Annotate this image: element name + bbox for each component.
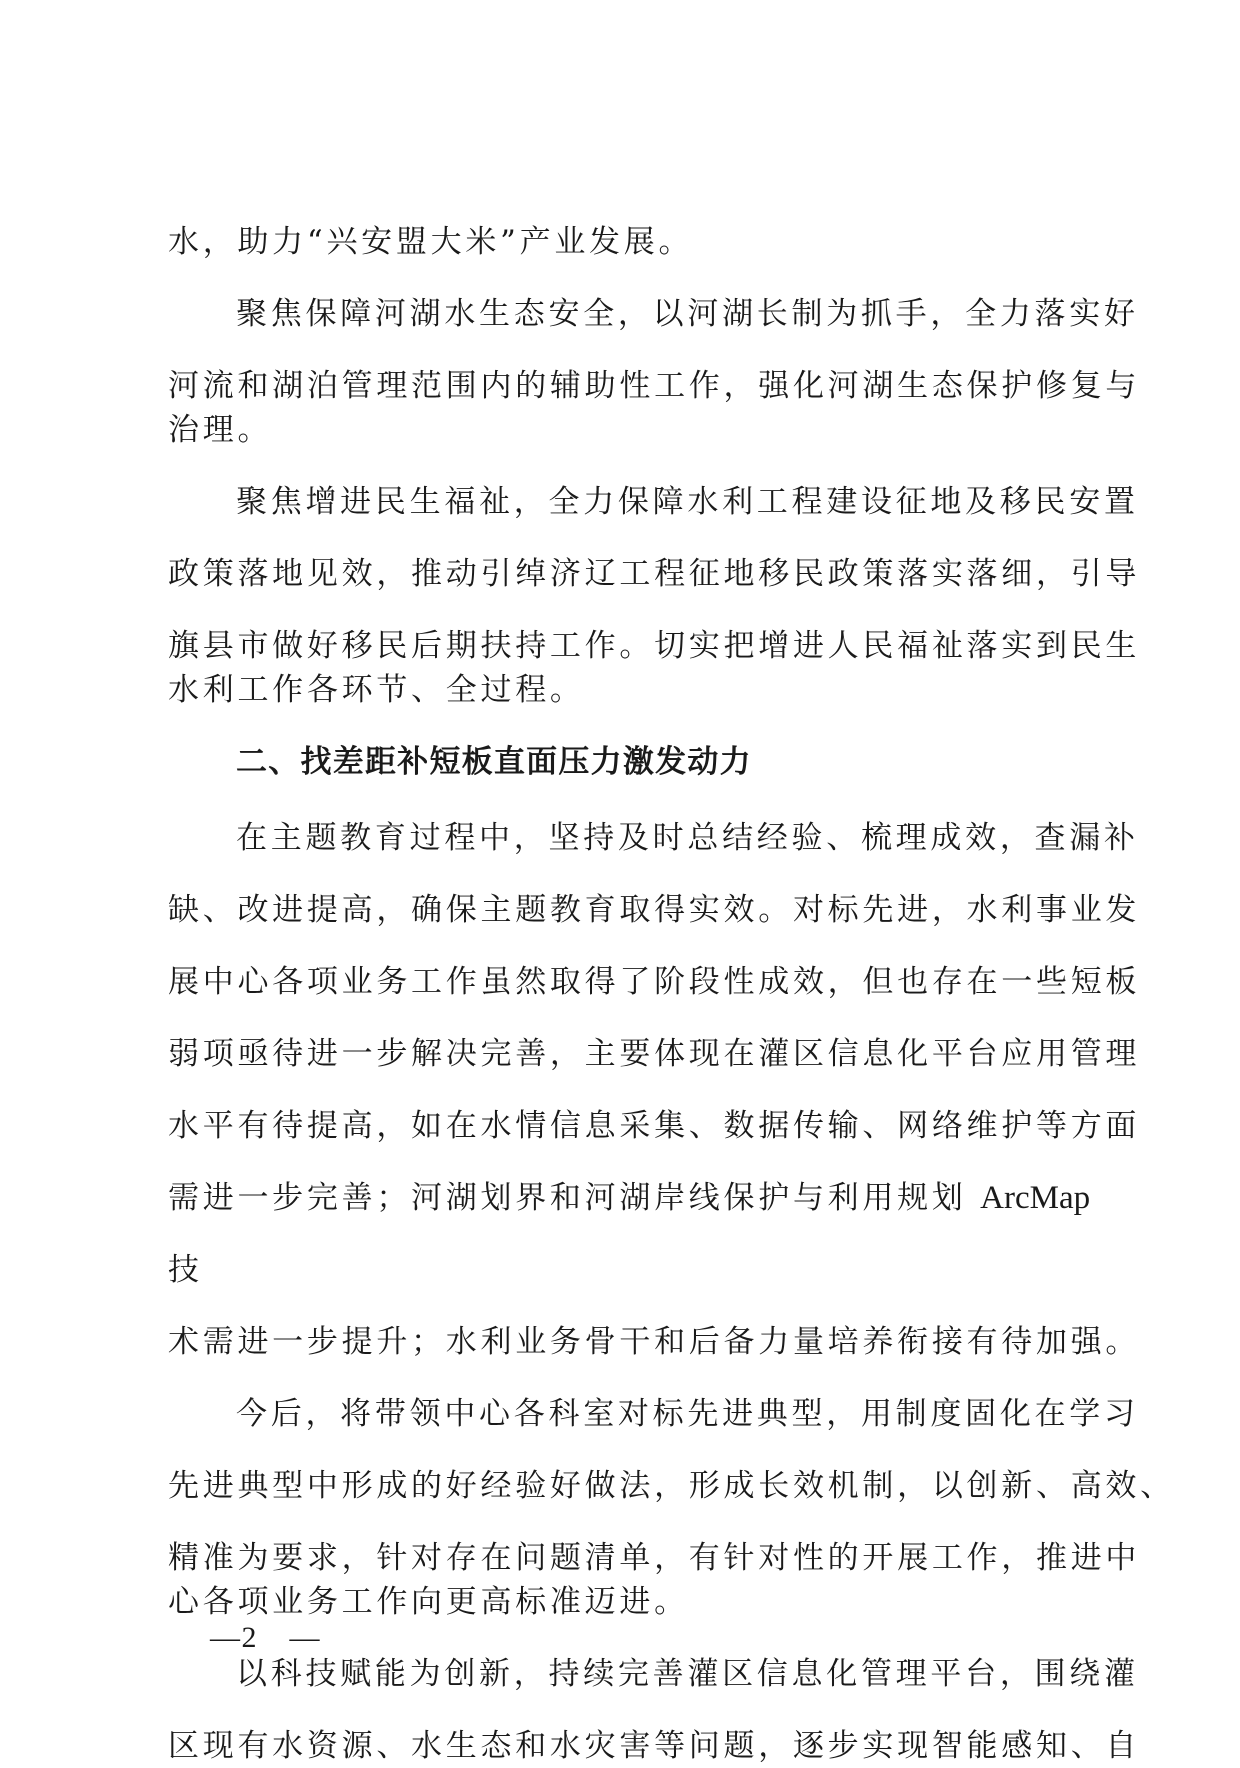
paragraph-line: 在主题教育过程中，坚持及时总结经验、梳理成效，查漏补 [236, 820, 1139, 856]
latin-term: ArcMap [980, 1180, 1091, 1216]
paragraph-line: 以科技赋能为创新，持续完善灌区信息化管理平台，围绕灌 [236, 1656, 1139, 1692]
paragraph-line: 弱项亟待进一步解决完善，主要体现在灌区信息化平台应用管理 [168, 1036, 1141, 1072]
paragraph-line: 治理。 [168, 412, 273, 448]
paragraph-line-with-term [168, 1176, 1091, 1220]
paragraph-line: 区现有水资源、水生态和水灾害等问题，逐步实现智能感知、自 [168, 1728, 1141, 1764]
paragraph-line: 技 [168, 1252, 203, 1288]
paragraph-line: 术需进一步提升；水利业务骨干和后备力量培养衔接有待加强。 [168, 1324, 1141, 1360]
paragraph-line: 聚焦保障河湖水生态安全，以河湖长制为抓手，全力落实好 [236, 296, 1139, 332]
paragraph-line: 先进典型中形成的好经验好做法，形成长效机制，以创新、高效、 [168, 1468, 1175, 1504]
paragraph-line: 水利工作各环节、全过程。 [168, 672, 585, 708]
paragraph-line: 缺、改进提高，确保主题教育取得实效。对标先进，水利事业发 [168, 892, 1141, 928]
paragraph-line: 河流和湖泊管理范围内的辅助性工作，强化河湖生态保护修复与 [168, 368, 1141, 404]
paragraph-line: 精准为要求，针对存在问题清单，有针对性的开展工作，推进中 [168, 1540, 1141, 1576]
section-heading: 二、找差距补短板直面压力激发动力 [236, 744, 752, 780]
paragraph-line: 水，助力“兴安盟大米”产业发展。 [168, 224, 694, 260]
paragraph-line: 今后，将带领中心各科室对标先进典型，用制度固化在学习 [236, 1396, 1139, 1432]
paragraph-line: 旗县市做好移民后期扶持工作。切实把增进人民福祉落实到民生 [168, 628, 1141, 664]
paragraph-text: 需进一步完善；河湖划界和河湖岸线保护与利用规划 [168, 1180, 967, 1216]
paragraph-line: 展中心各项业务工作虽然取得了阶段性成效，但也存在一些短板 [168, 964, 1141, 1000]
document-body [168, 220, 1175, 1768]
paragraph-line: 水平有待提高，如在水情信息采集、数据传输、网络维护等方面 [168, 1108, 1141, 1144]
page-number: —2 — [210, 1621, 321, 1654]
paragraph-line: 聚焦增进民生福祉，全力保障水利工程建设征地及移民安置 [236, 484, 1139, 520]
paragraph-line: 心各项业务工作向更高标准迈进。 [168, 1584, 689, 1620]
paragraph-line: 政策落地见效，推动引绰济辽工程征地移民政策落实落细，引导 [168, 556, 1141, 592]
